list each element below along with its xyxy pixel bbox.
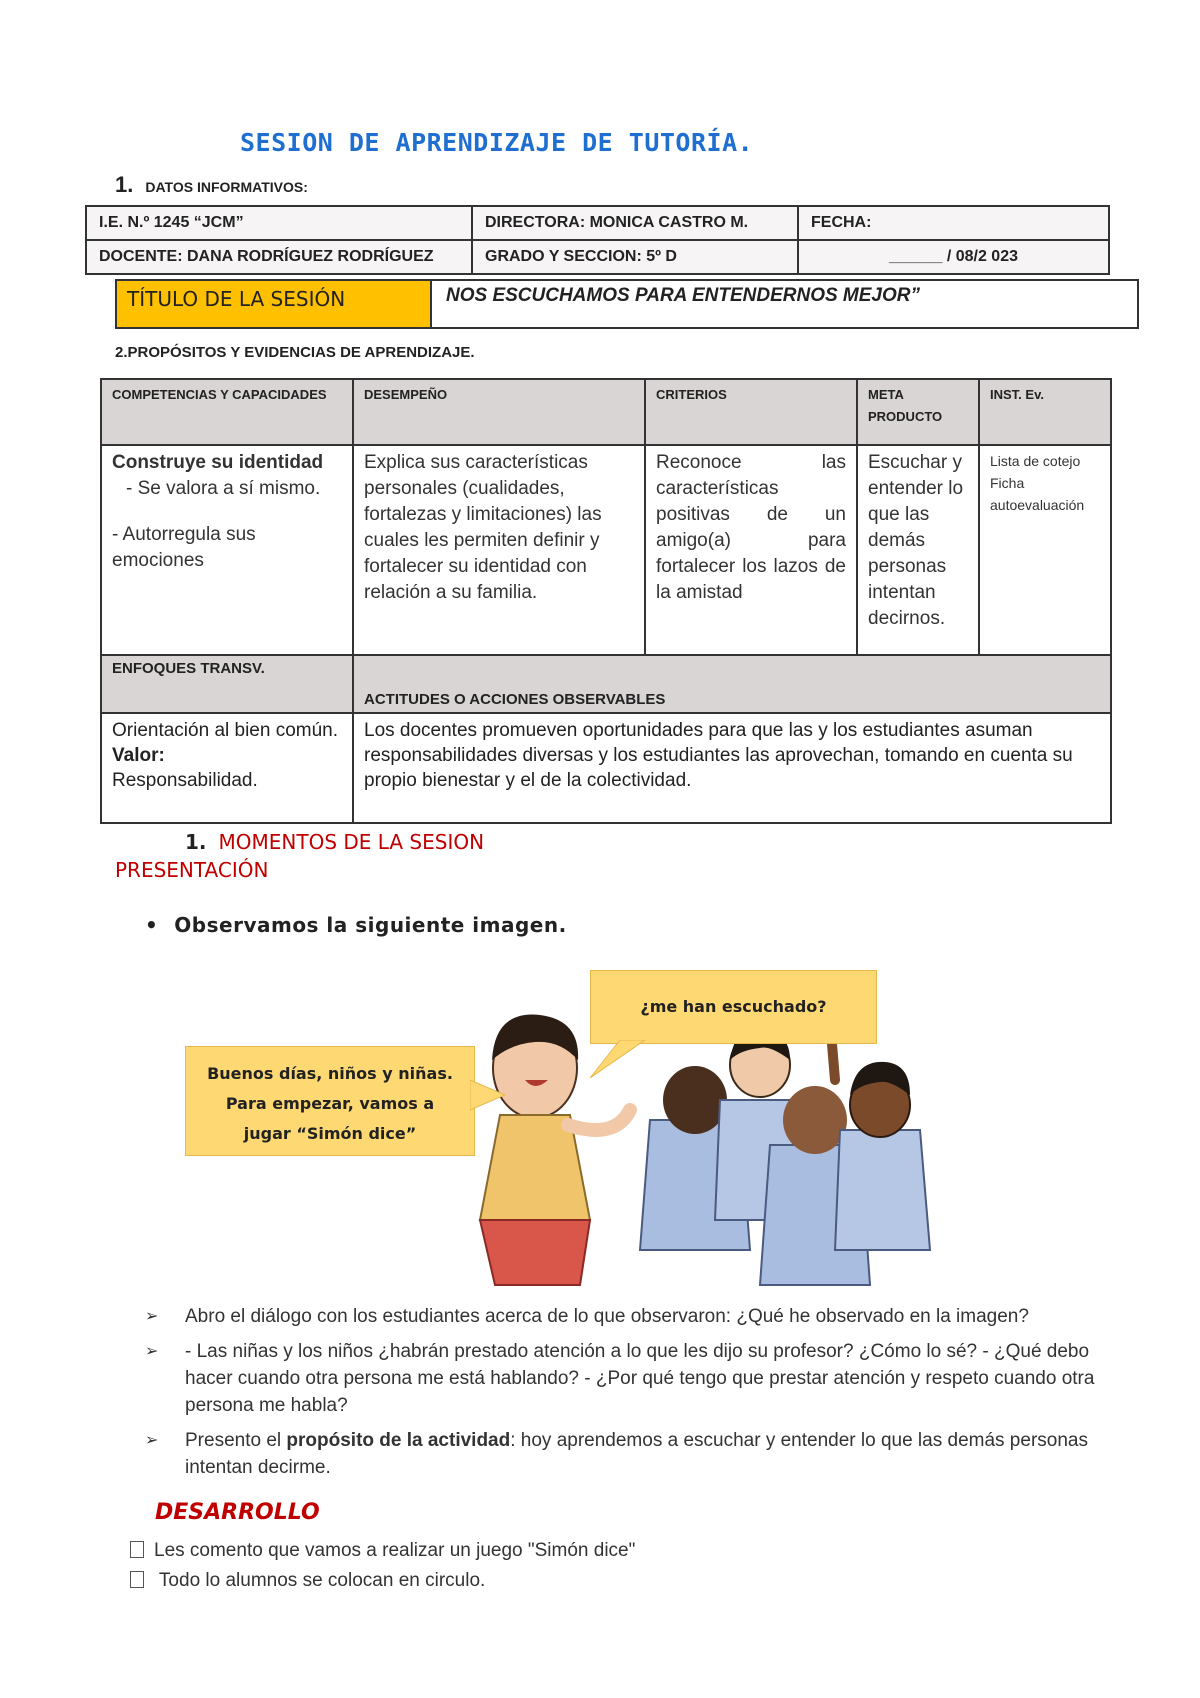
desempeno-cell: Explica sus características personales (cualidades, fortalezas y limitaciones) las cuales les permiten definir y fortalecer su identidad con relación a su familia. [353,445,645,655]
fecha-value-cell: ______ / 08/2 023 [798,240,1109,274]
ie-cell: I.E. N.º 1245 “JCM” [86,206,472,240]
teacher-speech-bubble [185,1046,475,1156]
header-competencias: COMPETENCIAS Y CAPACIDADES [101,379,353,445]
desarrollo-item-2-text: Todo lo alumnos se colocan en circulo. [154,1570,486,1591]
students-speech-bubble: ¿me han escuchado? [590,970,877,1044]
arrow-bullet-icon: ➢ [145,1432,159,1449]
page-title: SESION DE APRENDIZAJE DE TUTORÍA. [240,128,754,157]
session-title-value: NOS ESCUCHAMOS PARA ENTENDERNOS MEJOR” [446,285,920,306]
grado-cell: GRADO Y SECCION: 5º D [472,240,798,274]
observamos-text: Observamos la siguiente imagen. [174,913,567,937]
header-meta-line1: META [868,387,904,402]
students-bubble-tail [590,1040,650,1080]
list-item-text: - Las niñas y los niños ¿habrán prestado atención a lo que les dijo su profesor? ¿Cómo lo sé? - ¿Qué debo hacer cuando otra persona me está hablando? - ¿Por qué tengo que prestar atención y respeto cuando otra persona me habla? [185,1341,1095,1416]
session-title-label: TÍTULO DE LA SESIÓN [117,281,432,327]
header-meta-line2: PRODUCTO [868,409,943,424]
enfoque-cell [101,713,353,823]
list-item-pre: Presento el [185,1430,287,1451]
arrow-bullet-icon: ➢ [145,1308,159,1325]
competencia-item-2: - Autorregula sus emociones [112,524,256,571]
list-item-text: Abro el diálogo con los estudiantes acerca de lo que observaron: ¿Qué he observado en la imagen? [185,1306,1029,1327]
criterios-cell: Reconoce las características positivas de un amigo(a) para fortalecer los lazos de la amistad [645,445,857,655]
competencias-cell [101,445,353,655]
momentos-number: 1. [185,830,207,854]
header-desempeno: DESEMPEÑO [353,379,645,445]
enfoques-header: ENFOQUES TRANSV. [101,655,353,713]
list-item-bold: propósito de la actividad [286,1430,511,1451]
actitudes-header: ACTITUDES O ACCIONES OBSERVABLES [353,655,1111,713]
list-item [145,1338,1100,1419]
teacher-bubble-line-3: jugar “Simón dice” [243,1124,417,1143]
inst-cell: Lista de cotejo Ficha autoevaluación [979,445,1111,655]
enfoque-text: Orientación al bien común. [112,720,339,741]
presentation-list [145,1303,1100,1489]
list-item [145,1427,1100,1481]
header-inst: INST. Ev. [979,379,1111,445]
docente-cell: DOCENTE: DANA RODRÍGUEZ RODRÍGUEZ [86,240,472,274]
desarrollo-item-2 [130,1570,485,1592]
checkbox-glyph-icon [130,1541,144,1558]
momentos-label: MOMENTOS DE LA SESION [218,830,485,854]
info-table [85,205,1110,275]
desarrollo-item-1 [130,1540,635,1562]
arrow-bullet-icon: ➢ [145,1343,159,1360]
teacher-bubble-tail [470,1080,510,1120]
list-item [145,1303,1100,1330]
list-item-post: : hoy aprendemos a escuchar y entender lo que las demás personas intentan decirme. [185,1430,1088,1478]
section-label: DATOS INFORMATIVOS: [145,179,308,195]
desarrollo-heading: DESARROLLO [155,1500,320,1525]
checkbox-glyph-icon [130,1571,144,1588]
bullet-icon: • [145,913,159,937]
meta-cell: Escuchar y entender lo que las demás personas intentan decirnos. [857,445,979,655]
header-criterios: CRITERIOS [645,379,857,445]
section-number: 1. [115,172,134,197]
actitudes-cell: Los docentes promueven oportunidades para que las y los estudiantes asuman responsabilidades diversas y los estudiantes las aprovechan, tomando en cuenta su propio bienestar y el de la colectividad. [353,713,1111,823]
session-title-box [115,279,1139,329]
presentacion-heading: PRESENTACIÓN [115,858,269,882]
teacher-bubble-line-1: Buenos días, niños y niñas. [207,1064,453,1083]
momentos-heading [185,830,484,854]
desarrollo-item-1-text: Les comento que vamos a realizar un juego "Simón dice" [154,1540,636,1561]
observamos-bullet [145,913,567,937]
valor-text: Responsabilidad. [112,770,258,791]
teacher-bubble-line-2: Para empezar, vamos a [225,1094,435,1113]
directora-cell: DIRECTORA: MONICA CASTRO M. [472,206,798,240]
valor-label: Valor: [112,745,165,766]
fecha-label-cell: FECHA: [798,206,1109,240]
header-meta [857,379,979,445]
competencia-title: Construye su identidad [112,452,324,473]
students-group [640,1020,930,1285]
section-propositos: 2.PROPÓSITOS Y EVIDENCIAS DE APRENDIZAJE. [115,344,475,361]
section-datos-informativos [115,172,308,198]
purposes-table [100,378,1112,824]
competencia-item-1: - Se valora a sí mismo. [126,478,321,499]
